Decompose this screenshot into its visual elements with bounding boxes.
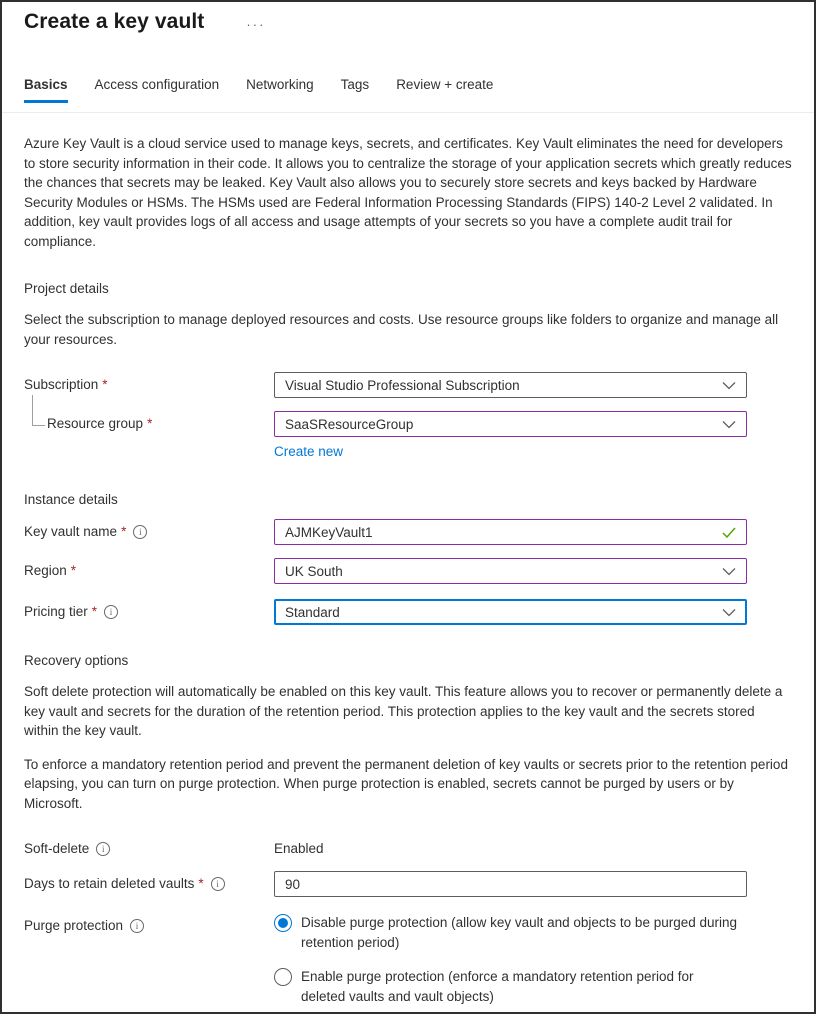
required-asterisk: *	[121, 524, 127, 539]
info-icon[interactable]: i	[133, 525, 147, 539]
retention-days-input[interactable]	[274, 871, 747, 897]
required-asterisk: *	[70, 563, 77, 578]
instance-details-heading: Instance details	[24, 492, 118, 507]
radio-enable-label: Enable purge protection (enforce a mandatory retention period for deleted vaults and vault objects)	[301, 969, 694, 1004]
key-vault-name-input[interactable]	[274, 519, 747, 545]
project-details-heading: Project details	[24, 281, 109, 296]
region-dropdown[interactable]	[274, 558, 747, 584]
resource-group-row	[24, 411, 792, 459]
retention-days-value: 90	[285, 876, 301, 892]
region-label	[24, 558, 274, 578]
pricing-tier-dropdown[interactable]	[274, 599, 747, 625]
subscription-value: Visual Studio Professional Subscription	[285, 377, 520, 393]
info-icon[interactable]: i	[96, 842, 110, 856]
key-vault-name-row	[24, 519, 792, 545]
key-vault-name-value: AJMKeyVault1	[285, 524, 373, 540]
pricing-tier-value: Standard	[285, 604, 340, 620]
hierarchy-connector-line	[32, 395, 45, 426]
purge-protection-description: To enforce a mandatory retention period and prevent the permanent deletion of key vaults or secrets prior to the retention period elapsing, you can turn on purge protection. When purge protection is enabled, secrets cannot be purged by users or by Microsoft.	[24, 756, 788, 811]
purge-protection-row	[24, 913, 792, 1021]
pricing-tier-label	[24, 599, 274, 619]
service-description: Azure Key Vault is a cloud service used to manage keys, secrets, and certificates. Key Vault eliminates the need for developers to store security information in their code. It allows you to centralize the storage of your application secrets which greatly reduces the chances that secrets may be leaked. Key Vault also allows you to securely store secrets and keys backed by Hardware Security Modules or HSMs. The HSMs used are Federal Information Processing Standards (FIPS) 140-2 Level 2 validated. In addition, key vault provides logs of all access and usage attempts of your secrets so you have a complete audit trail for compliance.	[24, 136, 792, 249]
region-value: UK South	[285, 563, 343, 579]
radio-disable-purge-protection[interactable]	[274, 913, 747, 952]
key-vault-name-label-text: Key vault name	[24, 524, 118, 539]
soft-delete-row	[24, 836, 792, 856]
chevron-down-icon	[722, 608, 736, 617]
tab-bar	[24, 77, 814, 103]
page-title: Create a key vault	[24, 10, 205, 33]
valid-check-icon	[722, 527, 736, 538]
retention-days-label-text: Days to retain deleted vaults	[24, 876, 195, 891]
subscription-row	[24, 372, 792, 398]
resource-group-label	[24, 411, 274, 431]
subscription-label-text: Subscription	[24, 377, 99, 392]
soft-delete-label	[24, 836, 274, 856]
chevron-down-icon	[722, 381, 736, 390]
project-details-description: Select the subscription to manage deployed resources and costs. Use resource groups like folders to organize and manage all your resources.	[24, 312, 779, 347]
subscription-label	[24, 372, 274, 392]
resource-group-value: SaaSResourceGroup	[285, 416, 414, 432]
region-label-text: Region	[24, 563, 67, 578]
recovery-options-heading: Recovery options	[24, 653, 129, 668]
purge-protection-radio-group	[274, 913, 747, 1021]
pricing-tier-label-text: Pricing tier	[24, 604, 88, 619]
tab-tags[interactable]: Tags	[340, 77, 370, 92]
retention-days-row	[24, 871, 792, 897]
more-options-button[interactable]: ···	[246, 16, 266, 32]
tab-divider	[2, 112, 814, 113]
info-icon[interactable]: i	[104, 605, 118, 619]
retention-days-label	[24, 871, 274, 891]
page-header	[2, 2, 814, 34]
region-row	[24, 558, 792, 584]
chevron-down-icon	[722, 567, 736, 576]
tab-access-configuration[interactable]: Access configuration	[94, 77, 220, 92]
radio-unselected-icon	[274, 968, 292, 986]
required-asterisk: *	[102, 377, 108, 392]
radio-disable-label: Disable purge protection (allow key vault and objects to be purged during retention period)	[301, 915, 738, 950]
soft-delete-description: Soft delete protection will automatically be enabled on this key vault. This feature allows you to recover or permanently delete a key vault and secrets for the duration of the retention period. This protection applies to the key vault and the secrets stored within the key vault.	[24, 684, 783, 738]
subscription-dropdown[interactable]	[274, 372, 747, 398]
soft-delete-value: Enabled	[274, 841, 324, 856]
required-asterisk: *	[198, 876, 204, 891]
key-vault-name-label	[24, 519, 274, 539]
chevron-down-icon	[722, 420, 736, 429]
pricing-tier-row	[24, 599, 792, 625]
create-new-link[interactable]: Create new	[274, 444, 344, 459]
purge-protection-label-text: Purge protection	[24, 918, 124, 933]
tab-networking[interactable]: Networking	[246, 77, 314, 92]
purge-protection-label	[24, 913, 274, 933]
resource-group-dropdown[interactable]	[274, 411, 747, 437]
required-asterisk: *	[147, 416, 153, 431]
resource-group-label-text: Resource group	[47, 416, 144, 431]
info-icon[interactable]: i	[211, 877, 225, 891]
basics-tab-content	[2, 134, 814, 1021]
soft-delete-label-text: Soft-delete	[24, 841, 90, 856]
radio-enable-purge-protection[interactable]	[274, 967, 747, 1006]
required-asterisk: *	[91, 604, 98, 619]
tab-review-create[interactable]: Review + create	[396, 77, 494, 92]
info-icon[interactable]: i	[130, 919, 144, 933]
radio-selected-icon	[274, 914, 292, 932]
tab-basics[interactable]: Basics	[24, 77, 68, 103]
